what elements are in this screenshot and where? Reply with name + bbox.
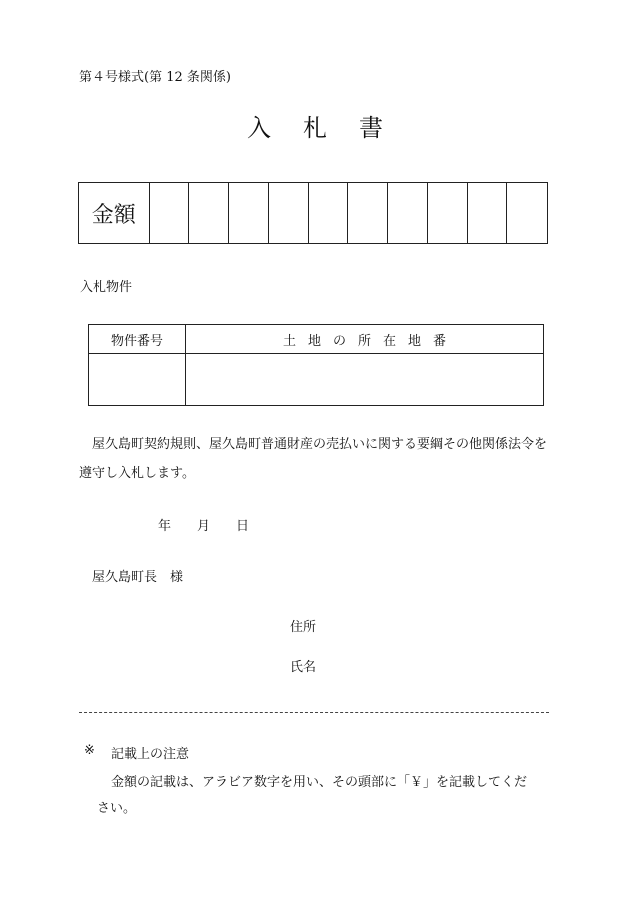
form-number: 第４号様式(第 12 条関係) <box>79 70 231 85</box>
declaration-line-1: 屋久島町契約規則、屋久島町普通財産の売払いに関する要綱その他関係法令を <box>92 437 548 452</box>
note-text-line-1: 金額の記載は、アラビア数字を用い、その頭部に「￥」を記載してくだ <box>111 775 528 790</box>
amount-digit-cell[interactable] <box>269 183 309 243</box>
location-char: 地 <box>408 333 422 349</box>
date-day-label: 日 <box>236 519 250 534</box>
amount-digit-cell[interactable] <box>388 183 428 243</box>
amount-digit-cell[interactable] <box>468 183 508 243</box>
amount-digit-cell[interactable] <box>428 183 468 243</box>
location-char: 在 <box>383 333 397 349</box>
location-char: の <box>332 333 346 349</box>
title-char: 札 <box>303 114 327 142</box>
location-char: 所 <box>357 333 371 349</box>
amount-digit-cell[interactable] <box>309 183 349 243</box>
location-char: 番 <box>433 333 447 349</box>
title-char: 入 <box>247 114 271 142</box>
note-mark: ※ <box>84 743 95 758</box>
property-table <box>88 324 544 406</box>
date-month-label: 月 <box>197 519 211 534</box>
amount-digit-cell[interactable] <box>150 183 190 243</box>
address-label: 住所 <box>290 620 317 635</box>
amount-digit-cell[interactable] <box>507 183 547 243</box>
document-title <box>0 108 630 143</box>
amount-table <box>78 182 548 244</box>
amount-digit-cell[interactable] <box>189 183 229 243</box>
title-char: 書 <box>359 114 383 142</box>
location-char: 土 <box>282 333 296 349</box>
location-char: 地 <box>307 333 321 349</box>
note-title: 記載上の注意 <box>111 747 190 762</box>
declaration-line-2: 遵守し入札します。 <box>79 466 195 481</box>
property-number-header: 物件番号 <box>89 325 186 354</box>
date-year-label: 年 <box>158 519 172 534</box>
property-heading: 入札物件 <box>80 280 133 295</box>
note-text-line-2: さい。 <box>97 801 137 816</box>
land-location-cell[interactable] <box>186 354 544 406</box>
addressee: 屋久島町長 様 <box>92 570 184 585</box>
amount-digit-cell[interactable] <box>348 183 388 243</box>
land-location-header <box>186 325 544 354</box>
dashed-divider <box>79 712 549 713</box>
name-label: 氏名 <box>290 660 317 675</box>
amount-digit-cell[interactable] <box>229 183 269 243</box>
amount-label: 金額 <box>79 183 150 243</box>
date-line <box>158 515 249 534</box>
property-number-cell[interactable] <box>89 354 186 406</box>
